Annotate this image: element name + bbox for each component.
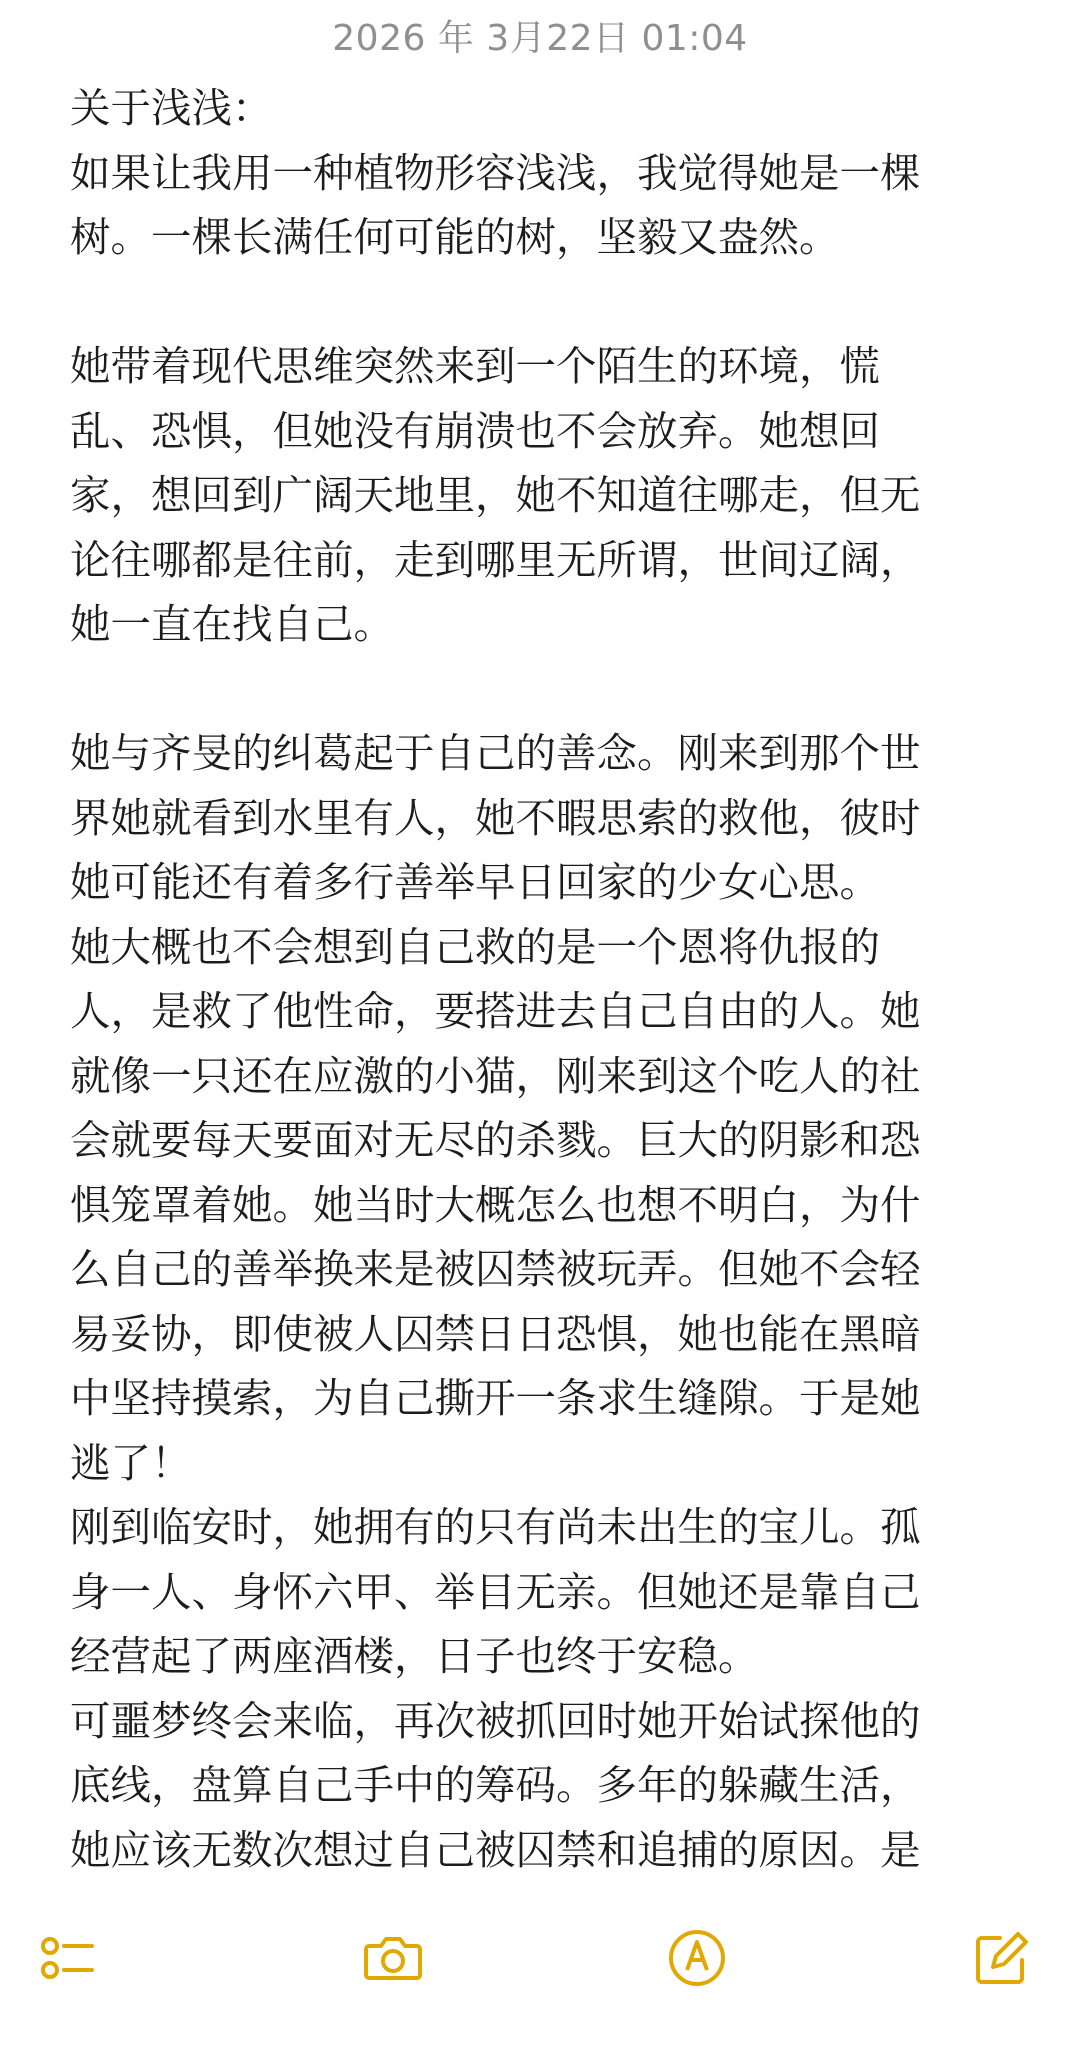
checklist-button[interactable]: [30, 1920, 110, 2000]
note-line: 论往哪都是往前，走到哪里无所谓，世间辽阔，: [70, 535, 921, 584]
note-line: 她带着现代思维突然来到一个陌生的环境，慌: [70, 342, 880, 390]
note-blank-line: [70, 270, 1030, 335]
note-timestamp: 2026 年 3月22日 01:04: [332, 18, 748, 59]
note-line: 她一直在找自己。: [70, 600, 394, 648]
note-line: 逃了！: [70, 1438, 192, 1487]
markup-pen-icon: [665, 1926, 729, 1994]
note-body-text[interactable]: [70, 76, 1030, 1882]
note-line: 身一人、身怀六甲、举目无亲。但她还是靠自己: [70, 1567, 921, 1616]
note-line: 么自己的善举换来是被囚禁被玩弄。但她不会轻: [70, 1245, 921, 1293]
camera-button[interactable]: [353, 1920, 433, 2000]
note-line: 她与齐旻的纠葛起于自己的善念。刚来到那个世: [70, 729, 921, 777]
camera-icon: [361, 1926, 425, 1994]
note-line: 惧笼罩着她。她当时大概怎么也想不明白，为什: [70, 1180, 921, 1229]
note-blank-line: [70, 657, 1030, 722]
note-line: 界她就看到水里有人，她不暇思索的救他，彼时: [70, 793, 921, 842]
compose-button[interactable]: [962, 1920, 1042, 2000]
note-line: 人，是救了他性命，要搭进去自己自由的人。她: [70, 987, 921, 1035]
note-line: 中坚持摸索，为自己撕开一条求生缝隙。于是她: [70, 1374, 921, 1422]
note-line: 底线，盘算自己手中的筹码。多年的躲藏生活，: [70, 1761, 921, 1809]
note-line: 乱、恐惧，但她没有崩溃也不会放弃。她想回: [70, 406, 880, 455]
bottom-toolbar: [0, 1920, 1080, 2010]
markup-button[interactable]: [657, 1920, 737, 2000]
note-line: 她大概也不会想到自己救的是一个恩将仇报的: [70, 922, 880, 971]
note-line: 会就要每天要面对无尽的杀戮。巨大的阴影和恐: [70, 1116, 921, 1164]
note-line: 如果让我用一种植物形容浅浅，我觉得她是一棵: [70, 148, 921, 197]
checklist-icon: [38, 1926, 102, 1994]
compose-icon: [970, 1926, 1034, 1994]
note-line: 经营起了两座酒楼，日子也终于安稳。: [70, 1632, 759, 1680]
note-line: 她可能还有着多行善举早日回家的少女心思。: [70, 858, 880, 906]
note-line: 就像一只还在应激的小猫，刚来到这个吃人的社: [70, 1051, 921, 1100]
note-line: 关于浅浅：: [70, 84, 273, 132]
note-line: 树。一棵长满任何可能的树，坚毅又盎然。: [70, 213, 840, 261]
note-line: 可噩梦终会来临，再次被抓回时她开始试探他的: [70, 1696, 921, 1745]
note-line: 家，想回到广阔天地里，她不知道往哪走，但无: [70, 471, 921, 519]
note-line: 她应该无数次想过自己被囚禁和追捕的原因。是: [70, 1825, 921, 1874]
note-line: 易妥协，即使被人囚禁日日恐惧，她也能在黑暗: [70, 1309, 921, 1358]
note-line: 刚到临安时，她拥有的只有尚未出生的宝儿。孤: [70, 1503, 921, 1551]
